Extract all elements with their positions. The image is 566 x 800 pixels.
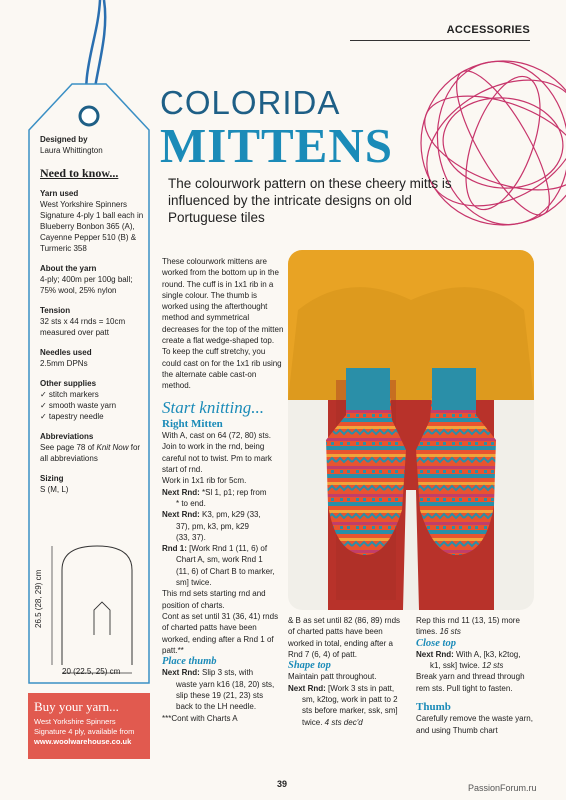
column-3: [288, 615, 408, 728]
supply-item: ✓ tapestry needle: [40, 412, 104, 421]
body-text: Maintain patt throughout.: [288, 672, 377, 682]
instruction: Chart A, sm, work Rnd 1: [176, 555, 263, 565]
body-text: Rep this rnd 11 (13, 15) more times. 16 sts: [416, 616, 520, 637]
needles-label: Needles used: [40, 348, 92, 357]
intro-text: These colourwork mittens are worked from the bottom up in the round. The cuff is in 1x1 rib in a single colour. The thumb is worked using the afterthought method and symmetrical decreases for the top of the mitten create a flat wedge-shaped top. To keep the cuff stretchy, you could cast on for the 1x1 rib using the alternate cable cast-on method.: [162, 257, 284, 391]
instruction: * to end.: [176, 498, 206, 508]
place-thumb-heading: Place thumb: [162, 656, 217, 668]
body-text: & B as set until 82 (86, 89) rnds of charted patts have been worked in total, ending after a Rnd 7 (6, 4) of patt.: [288, 616, 401, 659]
instruction: Next Rnd: *Sl 1, p1; rep from: [162, 487, 267, 497]
about-yarn-text: 4-ply; 400m per 100g ball; 75% wool, 25% nylon: [40, 275, 133, 295]
body-text: This rnd sets starting rnd and position of charts.: [162, 589, 266, 610]
abbreviations-label: Abbreviations: [40, 432, 94, 441]
yarn-used-label: Yarn used: [40, 189, 79, 198]
instruction: sm] twice.: [176, 578, 212, 588]
mittens-photo: [288, 250, 534, 610]
title-line2: MITTENS: [160, 118, 394, 173]
divider: [350, 40, 530, 41]
need-to-know-heading: Need to know...: [40, 166, 119, 180]
body-text: Cont as set until 31 (36, 41) rnds of charted patts have been worked, ending after a Rnd 1 of patt.**: [162, 611, 279, 655]
buy-yarn-line: Signature 4 ply, available from: [34, 727, 135, 736]
needles-text: 2.5mm DPNs: [40, 359, 88, 368]
tag-content: [40, 134, 144, 495]
standfirst: The colourwork pattern on these cheery mitts is influenced by the intricate designs on old Portuguese tiles: [168, 176, 452, 225]
watermark: PassionForum.ru: [468, 783, 537, 793]
instruction: sm, k2tog, work in patt to 2: [302, 695, 398, 705]
instruction: Rnd 1: [Work Rnd 1 (11, 6) of: [162, 544, 268, 554]
instruction: Next Rnd: K3, pm, k29 (33,: [162, 510, 261, 520]
thumb-heading: Thumb: [416, 701, 451, 714]
instruction: Next Rnd: [Work 3 sts in patt,: [288, 683, 395, 693]
buy-yarn-line: West Yorkshire Spinners: [34, 717, 116, 726]
buy-yarn-box: [28, 693, 150, 759]
start-knitting-heading: Start knitting...: [162, 397, 264, 417]
instruction: back to the LH needle.: [176, 702, 257, 712]
yarn-used-text: West Yorkshire Spinners Signature 4-ply 1 ball each in Blueberry Bonbon 365 (A), Cayenne Pepper 510 (B) & Turmeric 358: [40, 200, 144, 253]
diagram-width-label: 20 (22.5, 25) cm: [62, 667, 121, 676]
section-label: ACCESSORIES: [446, 24, 530, 36]
instruction: (33, 37).: [176, 532, 206, 542]
close-top-heading: Close top: [416, 637, 456, 649]
body-text: Work in 1x1 rib for 5cm.: [162, 476, 247, 486]
instruction: sts before marker, ssk, sm]: [302, 706, 398, 716]
sizing-label: Sizing: [40, 474, 64, 483]
mitten-size-diagram: [42, 540, 150, 680]
instruction: Next Rnd: With A, [k3, k2tog,: [416, 649, 521, 659]
designer-name: Laura Whittington: [40, 146, 103, 155]
tension-label: Tension: [40, 306, 71, 315]
instruction: (11, 6) of Chart B to marker,: [176, 566, 275, 576]
supply-item: ✓ stitch markers: [40, 390, 99, 399]
about-yarn-label: About the yarn: [40, 264, 97, 273]
diagram-height-label: 26.5 (28, 29) cm: [34, 569, 43, 628]
supply-item: ✓ smooth waste yarn: [40, 401, 117, 410]
instruction: k1, ssk] twice. 12 sts: [430, 661, 504, 671]
body-text: Break yarn and thread through rem sts. Pull tight to fasten.: [416, 672, 525, 693]
instruction: 37), pm, k3, pm, k29: [176, 521, 249, 531]
body-text: With A, cast on 64 (72, 80) sts. Join to work in the rnd, being careful not to twist. Pm to mark start of rnd.: [162, 431, 272, 475]
instruction: twice. 4 sts dec'd: [302, 717, 363, 727]
abbreviations-text: See page 78 of Knit Now for all abbreviations: [40, 443, 141, 463]
title-line1: COLORIDA: [160, 84, 341, 121]
column-1: [162, 256, 284, 724]
sizing-text: S (M, L): [40, 485, 69, 494]
designed-by-label: Designed by: [40, 135, 88, 144]
body-text: Carefully remove the waste yarn, and using Thumb chart: [416, 714, 533, 735]
right-mitten-heading: Right Mitten: [162, 417, 223, 430]
buy-yarn-link[interactable]: www.woolwarehouse.co.uk: [34, 737, 132, 746]
page-number: 39: [277, 779, 288, 789]
instruction: waste yarn k16 (18, 20) sts,: [176, 679, 275, 689]
buy-yarn-title: Buy your yarn...: [34, 699, 119, 714]
instruction: slip these 19 (21, 23) sts: [176, 690, 264, 700]
instruction: Next Rnd: Slip 3 sts, with: [162, 668, 254, 678]
other-supplies-label: Other supplies: [40, 379, 97, 388]
column-4: [416, 615, 536, 736]
body-text: ***Cont with Charts A: [162, 713, 238, 723]
shape-top-heading: Shape top: [288, 660, 331, 672]
tension-text: 32 sts x 44 rnds = 10cm measured over patt: [40, 317, 126, 337]
